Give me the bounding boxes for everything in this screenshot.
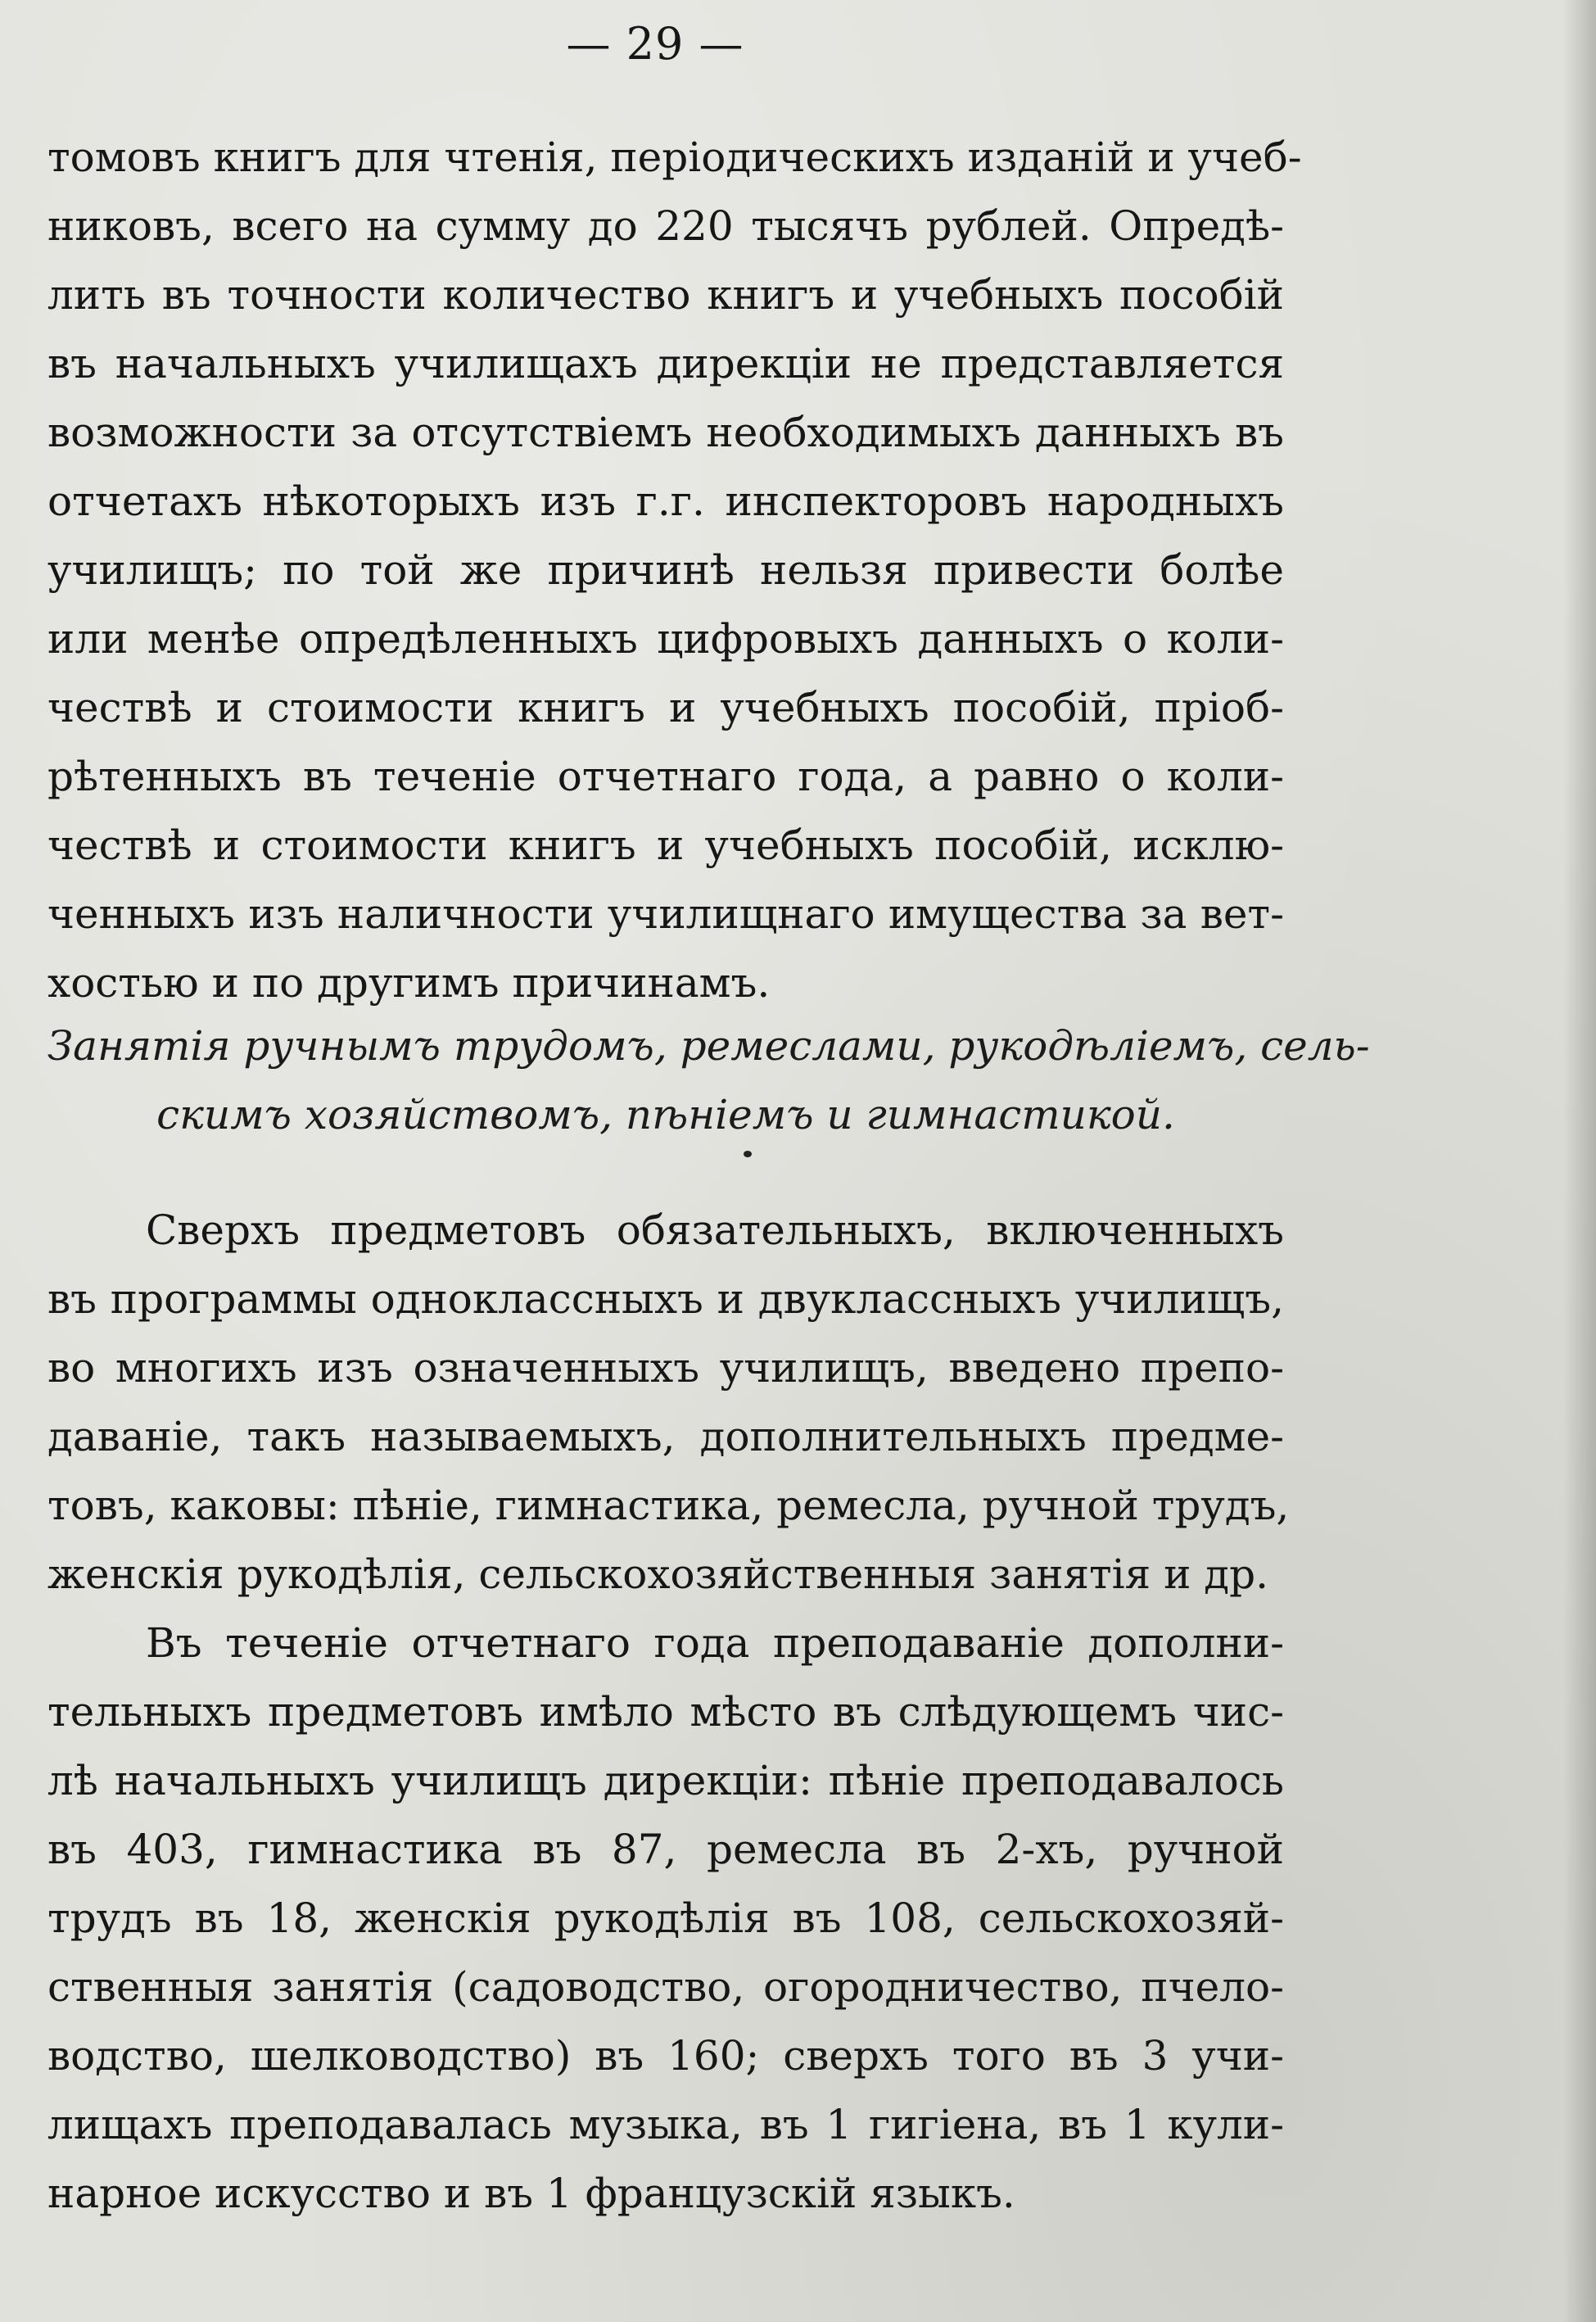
text-line: никовъ, всего на сумму до 220 тысячъ рублей. Опредѣ-	[47, 202, 1284, 250]
text-line: въ 403, гимнастика въ 87, ремесла въ 2-хъ, ручной	[47, 1826, 1284, 1873]
text-line: въ начальныхъ училищахъ дирекціи не представляется	[47, 340, 1284, 387]
paragraph-2	[47, 1196, 1290, 1609]
section-heading	[47, 1012, 1370, 1149]
paragraph-3	[47, 1609, 1284, 2228]
text-line: лищахъ преподавалась музыка, въ 1 гигіена, въ 1 кули-	[47, 2101, 1284, 2148]
text-line: отчетахъ нѣкоторыхъ изъ г.г. инспекторовъ народныхъ	[47, 478, 1284, 525]
paragraph-1	[47, 123, 1302, 1017]
text-line: хостью и по другимъ причинамъ.	[47, 959, 771, 1007]
text-line: тельныхъ предметовъ имѣло мѣсто въ слѣдующемъ чис-	[47, 1688, 1284, 1736]
text-line: ченныхъ изъ наличности училищнаго имущества за вет-	[47, 890, 1284, 938]
text-line: женскія рукодѣлія, сельскохозяйственныя занятія и др.	[47, 1550, 1268, 1598]
text-line: въ программы одноклассныхъ и двуклассныхъ училищъ,	[47, 1275, 1284, 1323]
text-line: училищъ; по той же причинѣ нельзя привести болѣе	[47, 546, 1284, 594]
text-line: возможности за отсутствіемъ необходимыхъ данныхъ въ	[47, 409, 1284, 456]
heading-line: Занятія ручнымъ трудомъ, ремеслами, рукодѣліемъ, сель-	[47, 1022, 1370, 1070]
ink-speck	[744, 1151, 752, 1157]
text-line: или менѣе опредѣленныхъ цифровыхъ данныхъ о коли-	[47, 615, 1284, 663]
page-number: — 29 —	[566, 18, 744, 70]
text-line: Въ теченіе отчетнаго года преподаваніе дополни-	[146, 1619, 1284, 1667]
text-line: водство, шелководство) въ 160; сверхъ того въ 3 учи-	[47, 2032, 1284, 2080]
page-edge-shadow	[1563, 0, 1596, 2322]
text-line: товъ, каковы: пѣніе, гимнастика, ремесла, ручной трудъ,	[47, 1482, 1290, 1529]
text-line: нарное искусство и въ 1 французскій языкъ.	[47, 2170, 1015, 2217]
text-line: чествѣ и стоимости книгъ и учебныхъ пособій, исклю-	[47, 822, 1284, 869]
text-line: ственныя занятія (садоводство, огородничество, пчело-	[47, 1963, 1284, 2011]
text-line: трудъ въ 18, женскія рукодѣлія въ 108, сельскохозяй-	[47, 1894, 1284, 1942]
text-line: даваніе, такъ называемыхъ, дополнительныхъ предме-	[47, 1413, 1284, 1460]
text-line: во многихъ изъ означенныхъ училищъ, введено препо-	[47, 1344, 1284, 1392]
text-line: рѣтенныхъ въ теченіе отчетнаго года, а равно о коли-	[47, 753, 1284, 800]
text-line: лить въ точности количество книгъ и учебныхъ пособій	[47, 271, 1284, 319]
text-line: томовъ книгъ для чтенія, періодическихъ изданій и учеб-	[47, 134, 1302, 181]
text-line: Сверхъ предметовъ обязательныхъ, включенныхъ	[146, 1206, 1284, 1254]
text-line: чествѣ и стоимости книгъ и учебныхъ пособій, пріоб-	[47, 684, 1284, 731]
text-line: лѣ начальныхъ училищъ дирекціи: пѣніе преподавалось	[47, 1757, 1284, 1804]
heading-line: скимъ хозяйствомъ, пѣніемъ и гимнастикой.	[156, 1091, 1175, 1138]
